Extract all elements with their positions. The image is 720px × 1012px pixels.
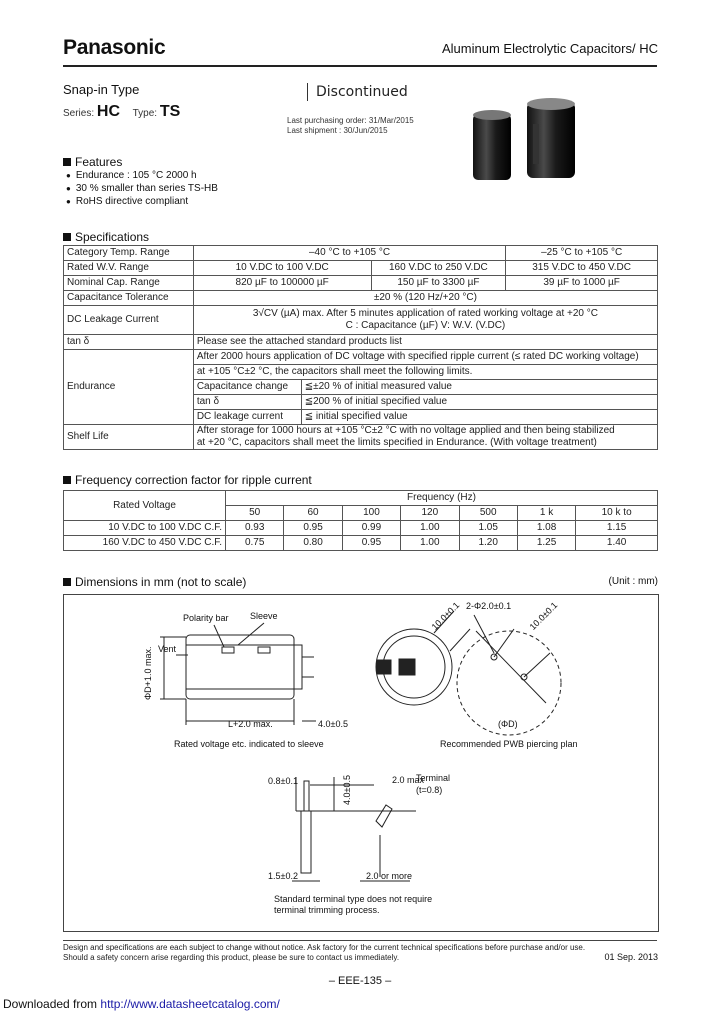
cf-cell: 1.08	[517, 521, 575, 536]
sleeve-label: Sleeve	[250, 611, 278, 621]
cf-cell: 0.95	[342, 536, 400, 551]
dc-leakage-legend: C : Capacitance (µF) V: W.V. (V.DC)	[345, 320, 506, 331]
terminal-thickness: (t=0.8)	[416, 785, 443, 795]
frequency-table	[63, 490, 658, 551]
disclaimer-line: Design and specifications are each subject to change without notice. Ask factory for the current technical specifications before purchase and/or use.	[63, 943, 586, 952]
cf-cell: 0.95	[284, 521, 342, 536]
section-bullet-icon	[63, 476, 71, 484]
freq-col: 1 k	[517, 506, 575, 521]
terminal-pin	[301, 811, 311, 873]
series-value: HC	[96, 103, 121, 120]
terminal-width-label: 0.8±0.1	[268, 776, 298, 786]
last-purchasing-order: Last purchasing order: 31/Mar/2015	[287, 116, 414, 125]
rated-voltage-caption: Rated voltage etc. indicated to sleeve	[174, 739, 324, 749]
disclaimer-line: Should a safety concern arise regarding this product, please be sure to contact us immediately.	[63, 953, 400, 962]
type-value: TS	[159, 103, 181, 120]
spec-label: Capacitance Tolerance	[64, 291, 194, 306]
spec-value: 160 V.DC to 250 V.DC	[371, 261, 506, 276]
freq-col: 120	[401, 506, 459, 521]
endurance-value: ≦ initial specified value	[301, 410, 657, 425]
brand-logo: Panasonic	[63, 36, 166, 59]
endurance-key: Capacitance change	[193, 380, 301, 395]
endurance-value: ≦200 % of initial specified value	[301, 395, 657, 410]
freq-col: 100	[342, 506, 400, 521]
freq-col: 60	[284, 506, 342, 521]
spec-value: –40 °C to +105 °C	[193, 246, 505, 261]
last-order-info	[287, 116, 414, 136]
cf-cell: 0.93	[226, 521, 284, 536]
polarity-bar-mark	[222, 647, 234, 653]
leader-line	[214, 625, 224, 647]
dim-line	[524, 653, 550, 677]
download-line	[3, 997, 280, 1011]
dimensions-title: Dimensions in mm (not to scale)	[63, 575, 246, 589]
table-row	[64, 521, 658, 536]
cf-cell: 0.80	[284, 536, 342, 551]
spec-value: 39 µF to 1000 µF	[506, 276, 658, 291]
cf-cell: 0.99	[342, 521, 400, 536]
section-bullet-icon	[63, 578, 71, 586]
pwb-hole-label: 2-Φ2.0±0.1	[466, 601, 512, 611]
pitch-label: 10.0±0.1	[429, 600, 462, 632]
terminal-side-label: 2.0 or more	[366, 871, 413, 881]
section-bullet-icon	[63, 233, 71, 241]
polarity-bar-mark	[258, 647, 270, 653]
endurance-value: ≦±20 % of initial measured value	[301, 380, 657, 395]
row-label: 10 V.DC to 100 V.DC C.F.	[64, 521, 226, 536]
spec-value: 820 µF to 100000 µF	[193, 276, 371, 291]
shelf-life-text: After storage for 1000 hours at +105 °C±2 °C with no voltage applied and then being stabilized	[196, 425, 615, 436]
terminal-end	[294, 645, 302, 689]
cf-cell: 1.20	[459, 536, 517, 551]
cf-cell: 1.05	[459, 521, 517, 536]
document-title: Aluminum Electrolytic Capacitors/ HC	[441, 41, 658, 56]
spec-label: DC Leakage Current	[64, 306, 194, 335]
terminal-bent	[376, 805, 392, 827]
feature-item: ● Endurance : 105 °C 2000 h	[66, 169, 218, 182]
dc-leakage-formula: 3√CV (µA) max. After 5 minutes application of rated working voltage at +20 °C	[252, 308, 598, 319]
polarity-bar-label: Polarity bar	[183, 613, 229, 623]
disclaimer	[63, 940, 657, 963]
pwb-caption: Recommended PWB piercing plan	[440, 739, 578, 749]
dim-line	[494, 629, 514, 657]
table-row	[64, 536, 658, 551]
spec-value: Please see the attached standard products list	[193, 335, 657, 350]
discontinued-badge: Discontinued	[307, 83, 416, 101]
series-type-line	[63, 103, 190, 121]
frequency-title: Frequency correction factor for ripple current	[63, 473, 312, 487]
header-divider	[63, 65, 657, 67]
specifications-table	[63, 245, 658, 450]
last-shipment: Last shipment : 30/Jun/2015	[287, 126, 388, 135]
cf-cell: 1.15	[576, 521, 658, 536]
spec-value	[193, 306, 657, 335]
endurance-key: tan δ	[193, 395, 301, 410]
freq-col: 10 k to	[576, 506, 658, 521]
endurance-text: at +105 °C±2 °C, the capacitors shall meet the following limits.	[193, 365, 657, 380]
spec-label: Rated W.V. Range	[64, 261, 194, 276]
cf-cell: 1.00	[401, 521, 459, 536]
spec-label: Nominal Cap. Range	[64, 276, 194, 291]
terminal-bottom-label: 1.5±0.2	[268, 871, 298, 881]
terminal-pin-thin	[304, 781, 309, 811]
lead-length-label: 4.0±0.5	[318, 719, 348, 729]
terminal-label: Terminal	[416, 773, 451, 783]
length-label: L+2.0 max.	[228, 719, 273, 729]
page-number: – EEE-135 –	[328, 975, 392, 987]
cf-cell: 1.40	[576, 536, 658, 551]
row-label: 160 V.DC to 450 V.DC C.F.	[64, 536, 226, 551]
freq-col: 50	[226, 506, 284, 521]
spec-label: Shelf Life	[64, 425, 194, 450]
specifications-title: Specifications	[63, 230, 149, 244]
terminal-square	[377, 660, 391, 674]
leader-line	[238, 623, 264, 645]
spec-value: –25 °C to +105 °C	[506, 246, 658, 261]
terminal-max-label: 2.0 max	[392, 775, 425, 785]
rated-voltage-header: Rated Voltage	[64, 491, 226, 521]
dimension-drawing	[64, 595, 656, 929]
spec-value: ±20 % (120 Hz/+20 °C)	[193, 291, 657, 306]
feature-item: ● RoHS directive compliant	[66, 195, 218, 208]
type-label: Type:	[132, 108, 158, 119]
freq-col: 500	[459, 506, 517, 521]
cf-cell: 1.25	[517, 536, 575, 551]
shelf-life-text: at +20 °C, capacitors shall meet the limits specified in Endurance. (With voltage treatment)	[196, 437, 597, 448]
snap-in-type: Snap-in Type	[63, 82, 140, 97]
feature-item: ● 30 % smaller than series TS-HB	[66, 182, 218, 195]
features-title: Features	[63, 155, 122, 169]
cf-cell: 1.00	[401, 536, 459, 551]
section-bullet-icon	[63, 158, 71, 166]
capacitor-photo	[465, 96, 585, 188]
pitch-label: 10.0±0.1	[527, 600, 560, 632]
download-prefix: Downloaded from	[3, 997, 101, 1011]
phid-label: (ΦD)	[498, 719, 518, 729]
cf-cell: 0.75	[226, 536, 284, 551]
terminal-square	[399, 659, 415, 675]
diameter-label: ΦD+1.0 max.	[143, 646, 153, 700]
spec-label: Category Temp. Range	[64, 246, 194, 261]
dim-line	[450, 629, 470, 651]
frequency-header: Frequency (Hz)	[226, 491, 658, 506]
endurance-text: After 2000 hours application of DC voltage with specified ripple current (≤ rated DC working voltage)	[193, 350, 657, 365]
spec-value: 10 V.DC to 100 V.DC	[193, 261, 371, 276]
spec-label: tan δ	[64, 335, 194, 350]
revision-date: 01 Sep. 2013	[604, 952, 658, 962]
vent-label: Vent	[158, 644, 177, 654]
download-link[interactable]: http://www.datasheetcatalog.com/	[100, 997, 280, 1011]
spec-label: Endurance	[64, 350, 194, 425]
spec-value	[193, 425, 657, 450]
terminal-note: Standard terminal type does not require terminal trimming process.	[274, 894, 433, 915]
terminal-height-label: 4.0±0.5	[342, 775, 352, 805]
endurance-key: DC leakage current	[193, 410, 301, 425]
features-list	[66, 169, 218, 208]
spec-value: 150 µF to 3300 µF	[371, 276, 506, 291]
series-label: Series:	[63, 108, 95, 119]
unit-label: (Unit : mm)	[608, 576, 658, 587]
spec-value: 315 V.DC to 450 V.DC	[506, 261, 658, 276]
